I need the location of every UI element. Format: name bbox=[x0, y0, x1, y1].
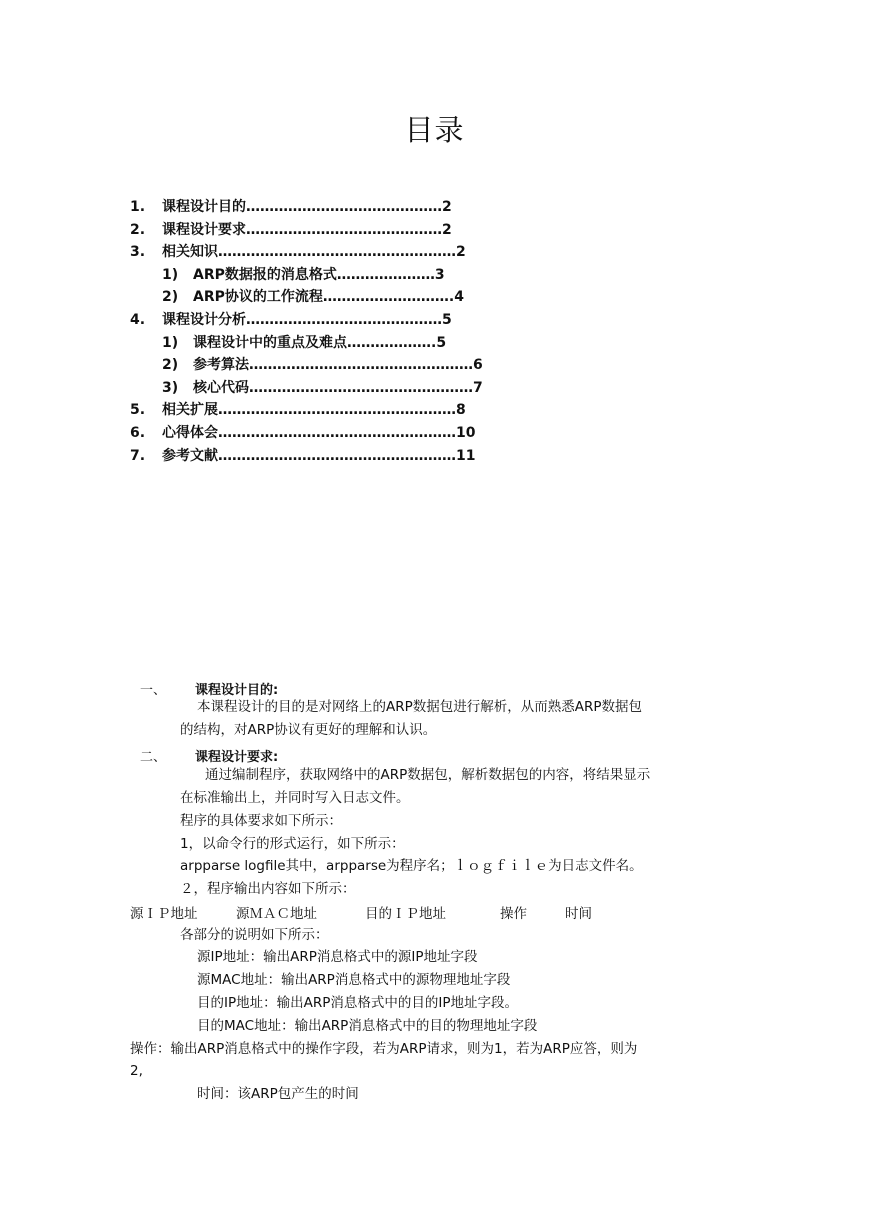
toc-subitem[interactable] bbox=[130, 332, 550, 355]
toc-text: 心得体会……………………………………………10 bbox=[162, 424, 476, 441]
toc-number: 3) bbox=[162, 379, 179, 396]
paragraph-line: arpparse logfile其中，arpparse为程序名；ｌｏｇｆｉｌｅ为日志文件名。 bbox=[180, 858, 643, 874]
toc-number: 1) bbox=[162, 334, 179, 351]
paragraph-line: 本课程设计的目的是对网络上的ARP数据包进行解析，从而熟悉ARP数据包 bbox=[197, 699, 643, 715]
toc-number: 5. bbox=[130, 402, 146, 419]
column-label: 操作 bbox=[500, 906, 527, 922]
toc-item[interactable] bbox=[130, 241, 550, 264]
desc-line: 操作：输出ARP消息格式中的操作字段，若为ARP请求，则为1，若为ARP应答，则为 bbox=[130, 1041, 638, 1057]
desc-line: 目的MAC地址：输出ARP消息格式中的目的物理地址字段 bbox=[197, 1018, 538, 1034]
toc-text: 课程设计分析……………………………………5 bbox=[162, 311, 452, 328]
toc-number: 7. bbox=[130, 447, 146, 464]
page-title: 目录 bbox=[404, 113, 465, 147]
toc-number: 1) bbox=[162, 266, 179, 283]
section-title: 课程设计目的: bbox=[195, 683, 279, 698]
section-number: 二、 bbox=[140, 750, 167, 765]
toc-item[interactable] bbox=[130, 309, 550, 332]
paragraph-line: 的结构，对ARP协议有更好的理解和认识。 bbox=[180, 722, 437, 738]
toc-text: ARP数据报的消息格式…………………3 bbox=[193, 266, 445, 283]
column-label: 目的ＩＰ地址 bbox=[365, 906, 446, 922]
desc-line: 2, bbox=[130, 1063, 143, 1079]
toc-text: 相关扩展……………………………………………8 bbox=[162, 402, 466, 419]
toc-number: 2) bbox=[162, 357, 179, 374]
column-label: 源ＩＰ地址 bbox=[130, 906, 198, 922]
toc-item[interactable] bbox=[130, 422, 550, 445]
toc-text: ARP协议的工作流程……………………….4 bbox=[193, 289, 464, 306]
toc-item[interactable] bbox=[130, 219, 550, 242]
section-title: 课程设计要求: bbox=[195, 750, 279, 765]
toc-number: 2. bbox=[130, 221, 146, 238]
desc-line: 目的IP地址：输出ARP消息格式中的目的IP地址字段。 bbox=[197, 995, 519, 1011]
toc-text: 核心代码…………………………………………7 bbox=[193, 379, 483, 396]
desc-line: 源IP地址：输出ARP消息格式中的源IP地址字段 bbox=[197, 949, 478, 965]
toc-text: 相关知识……………………………………………2 bbox=[162, 244, 466, 261]
toc-text: 课程设计中的重点及难点……………….5 bbox=[193, 334, 447, 351]
paragraph-line: 程序的具体要求如下所示： bbox=[180, 813, 342, 829]
paragraph-line: 1，以命令行的形式运行，如下所示： bbox=[180, 836, 405, 852]
column-label: 时间 bbox=[565, 906, 592, 922]
toc-number: 2) bbox=[162, 289, 179, 306]
toc-item[interactable] bbox=[130, 445, 550, 468]
paragraph-line: 各部分的说明如下所示： bbox=[180, 927, 329, 943]
toc-item[interactable] bbox=[130, 196, 550, 219]
toc-subitem[interactable] bbox=[130, 354, 550, 377]
toc-text: 参考算法…………………………………………6 bbox=[193, 357, 483, 374]
toc-text: 课程设计要求……………………………………2 bbox=[162, 221, 452, 238]
toc-text: 参考文献……………………………………………11 bbox=[162, 447, 476, 464]
desc-line: 时间：该ARP包产生的时间 bbox=[197, 1086, 359, 1102]
toc-subitem[interactable] bbox=[130, 264, 550, 287]
column-label: 源ＭＡＣ地址 bbox=[236, 906, 317, 922]
toc-subitem[interactable] bbox=[130, 286, 550, 309]
desc-line: 源MAC地址：输出ARP消息格式中的源物理地址字段 bbox=[197, 972, 511, 988]
paragraph-line: 在标准输出上，并同时写入日志文件。 bbox=[180, 790, 410, 806]
toc-text: 课程设计目的……………………………………2 bbox=[162, 199, 452, 215]
toc-number: 3. bbox=[130, 244, 146, 261]
toc-number: 1. bbox=[130, 199, 146, 215]
toc-item[interactable] bbox=[130, 399, 550, 422]
toc-subitem[interactable] bbox=[130, 377, 550, 400]
table-of-contents bbox=[130, 196, 550, 467]
toc-number: 4. bbox=[130, 311, 146, 328]
paragraph-line: ２，程序输出内容如下所示： bbox=[180, 881, 356, 897]
paragraph-line: 通过编制程序，获取网络中的ARP数据包，解析数据包的内容，将结果显示 bbox=[205, 767, 651, 783]
section-number: 一、 bbox=[140, 683, 167, 698]
toc-number: 6. bbox=[130, 424, 146, 441]
